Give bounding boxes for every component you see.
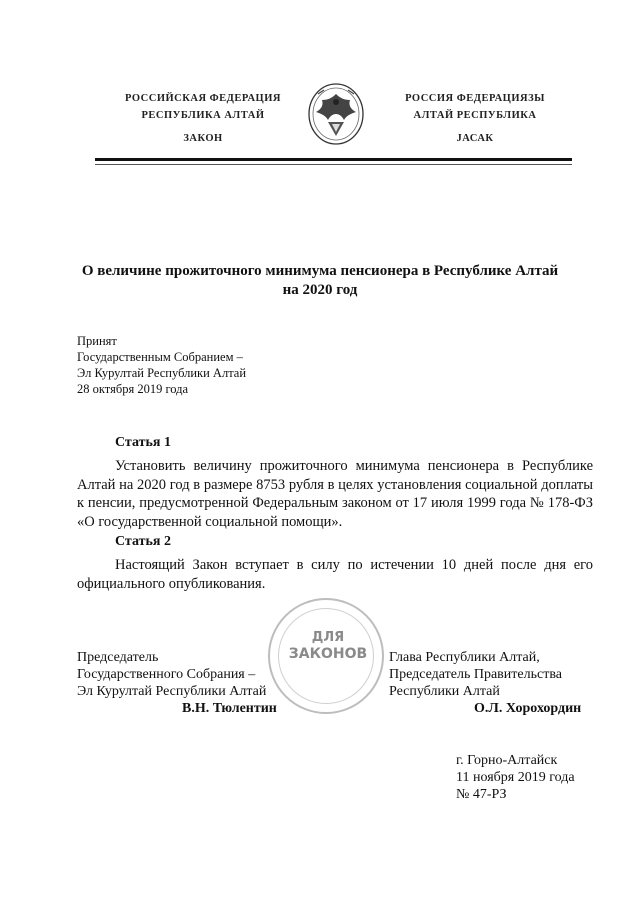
adopted-body: Государственным Собранием – xyxy=(77,350,243,364)
header-left-law: ЗАКОН xyxy=(183,133,223,144)
header-rule-thick xyxy=(95,158,572,161)
adopted-date: 28 октября 2019 года xyxy=(77,382,189,396)
signatory-right-title2: Председатель Правительства xyxy=(389,667,562,682)
footer-date: 11 ноября 2019 года xyxy=(456,770,575,785)
footer-number: № 47-РЗ xyxy=(456,787,507,802)
stamp-text-line2: ЗАКОНОВ xyxy=(288,646,368,662)
article1-heading: Статья 1 xyxy=(115,435,171,450)
signatory-right-title1: Глава Республики Алтай, xyxy=(389,650,540,665)
header-right-republic: АЛТАЙ РЕСПУБЛИКА xyxy=(413,110,537,121)
adopted-label: Принят xyxy=(77,334,117,348)
signatory-left-name: В.Н. Тюлентин xyxy=(182,701,277,716)
signatory-left-title2: Государственного Собрания – xyxy=(77,667,256,682)
header-left-republic: РЕСПУБЛИКА АЛТАЙ xyxy=(141,110,265,121)
article2-text: Настоящий Закон вступает в силу по истечении 10 дней после дня его официального опубликования. xyxy=(77,557,593,592)
header-right-country: РОССИЯ ФЕДЕРАЦИЯЗЫ xyxy=(405,93,545,104)
adopted-body-name: Эл Курултай Республики Алтай xyxy=(77,366,247,380)
signatory-right-title3: Республики Алтай xyxy=(389,684,500,699)
header-rule-thin xyxy=(95,164,572,165)
signatory-left-title3: Эл Курултай Республики Алтай xyxy=(77,684,267,699)
article2-heading: Статья 2 xyxy=(115,534,171,549)
signatory-left-title1: Председатель xyxy=(77,650,159,665)
stamp-text-line1: ДЛЯ xyxy=(311,630,345,645)
stamp xyxy=(268,598,384,714)
law-title-line2: на 2020 год xyxy=(282,282,358,298)
coat-of-arms-icon xyxy=(306,80,366,146)
signatory-right-name: О.Л. Хорохордин xyxy=(474,701,582,716)
law-title-line1: О величине прожиточного минимума пенсионера в Республике Алтай xyxy=(81,263,559,279)
header-left-country: РОССИЙСКАЯ ФЕДЕРАЦИЯ xyxy=(125,93,281,104)
footer-city: г. Горно-Алтайск xyxy=(456,753,558,768)
article1-text: Установить величину прожиточного минимума пенсионера в Республике Алтай на 2020 год в размере 8753 рубля в целях установления социальной доплаты к пенсии, предусмотренной Федеральным законом от 17 июля 1999 года № 178-ФЗ «О государственной социальной помощи». xyxy=(77,458,593,530)
header-right-law: JАСАК xyxy=(456,133,494,144)
